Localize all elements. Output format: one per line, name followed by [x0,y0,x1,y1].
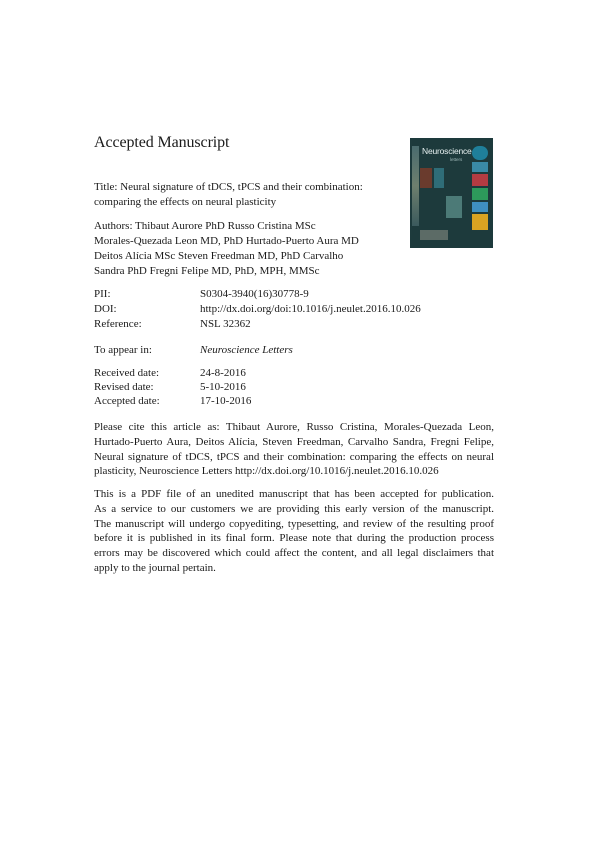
author-list [94,219,504,279]
author-line: Deitos Alícia MSc Steven Freedman MD, PhD Carvalho [94,250,344,262]
revised-value: 5-10-2016 [200,381,246,393]
author-line: Sandra PhD Fregni Felipe MD, PhD, MPH, MMSc [94,265,320,277]
citation-paragraph [94,420,494,479]
disclaimer-line: This is a PDF file of an unedited manuscript that has been accepted for publication. [94,488,494,500]
citation-line: Please cite this article as: Thibaut Aurore, Russo Cristina, Morales-Quezada Leon, [94,421,494,433]
doi-value[interactable]: http://dx.doi.org/doi:10.1016/j.neulet.2016.10.026 [200,303,421,315]
reference-label: Reference: [94,318,142,330]
disclaimer-line: errors may be discovered which could affect the content, and all legal disclaimers that [94,547,494,560]
revised-label: Revised date: [94,381,154,393]
accepted-value: 17-10-2016 [200,395,252,407]
received-label: Received date: [94,367,160,379]
disclaimer-line: The manuscript will undergo copyediting, typesetting, and review of the resulting proof [94,517,494,530]
disclaimer-line: As a service to our customers we are providing this early version of the manuscript. [94,502,494,515]
doi-label: DOI: [94,303,117,315]
author-line: Authors: Thibaut Aurore PhD Russo Cristina MSc [94,220,316,232]
page-title: Accepted Manuscript [94,134,230,151]
reference-value: NSL 32362 [200,318,251,330]
accepted-label: Accepted date: [94,395,160,407]
cover-panel [472,146,488,160]
journal-name: Neuroscience Letters [200,344,293,356]
citation-line: Neural signature of tDCS, tPCS and their combination: comparing the effects on neural [94,450,494,463]
received-value: 24-8-2016 [200,367,246,379]
cover-journal-sub: letters [450,157,463,162]
citation-line: plasticity, Neuroscience Letters http://dx.doi.org/10.1016/j.neulet.2016.10.026 [94,465,439,478]
disclaimer-paragraph [94,487,494,576]
pii-value: S0304-3940(16)30778-9 [200,288,309,300]
appear-label: To appear in: [94,344,152,356]
article-title [94,180,504,210]
pii-label: PII: [94,288,111,300]
citation-line: Hurtado-Puerto Aura, Deitos Alícia, Steven Freedman, Carvalho Sandra, Fregni Felipe, [94,435,494,448]
cover-panel [472,162,488,172]
disclaimer-line: apply to the journal pertain. [94,561,216,574]
title-line: Title: Neural signature of tDCS, tPCS and their combination: [94,181,363,193]
cover-journal-name: Neuroscience [422,146,472,156]
author-line: Morales-Quezada Leon MD, PhD Hurtado-Puerto Aura MD [94,235,359,247]
title-line: comparing the effects on neural plasticity [94,196,277,208]
disclaimer-line: before it is published in its final form. Please note that during the production process [94,532,494,545]
